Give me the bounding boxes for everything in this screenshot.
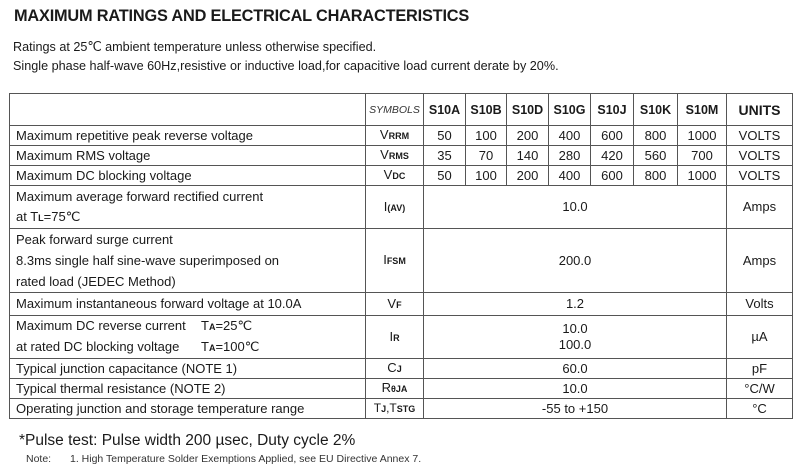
table-row (10, 146, 793, 166)
value-cell: 280 (549, 146, 591, 166)
param-label: Maximum repetitive peak reverse voltage (10, 126, 366, 146)
value-cell: 600 (591, 126, 634, 146)
table-row (10, 359, 793, 379)
param-label-line: at TL=75℃ (16, 208, 81, 224)
header-units: UNITS (727, 94, 793, 126)
param-label-line: Maximum DC reverse current TA=25℃ (16, 318, 253, 333)
value-cell: 60.0 (424, 359, 727, 379)
header-part-s10d: S10D (507, 94, 549, 126)
footnote (26, 453, 421, 465)
symbol-subscript: RMS (388, 151, 409, 161)
pulse-test-note: *Pulse test: Pulse width 200 µsec, Duty cycle 2% (19, 432, 356, 449)
value-25c: 10.0 (562, 321, 588, 336)
value-cell: 800 (634, 126, 678, 146)
symbol-cell (366, 166, 424, 186)
symbol-cell (366, 126, 424, 146)
header-part-s10j: S10J (591, 94, 634, 126)
param-label: Operating junction and storage temperature range (10, 399, 366, 419)
unit-cell: Volts (727, 293, 793, 316)
symbol-main: V (380, 147, 389, 162)
value-cell: 140 (507, 146, 549, 166)
table-row (10, 316, 793, 359)
symbol-main: R (381, 380, 391, 395)
symbol-cell (366, 379, 424, 399)
unit-cell: VOLTS (727, 146, 793, 166)
value-cell: 100 (466, 166, 507, 186)
param-label-line: 8.3ms single half sine-wave superimposed on (16, 253, 280, 268)
note-text: 1. High Temperature Solder Exemptions Applied, see EU Directive Annex 7. (70, 453, 422, 465)
ratings-condition-text: Ratings at 25℃ ambient temperature unless otherwise specified. (13, 39, 377, 54)
value-cell: 700 (678, 146, 727, 166)
symbol-subscript: FSM (386, 256, 406, 266)
header-part-s10m: S10M (678, 94, 727, 126)
table-row (10, 166, 793, 186)
value-cell: 10.0 (424, 379, 727, 399)
load-condition-text: Single phase half-wave 60Hz,resistive or inductive load,for capacitive load current derate by 20%. (13, 58, 559, 73)
header-symbols: SYMBOLS (366, 94, 424, 126)
param-label: Typical junction capacitance (NOTE 1) (10, 359, 366, 379)
symbol-main: T (373, 401, 382, 415)
param-label: Maximum instantaneous forward voltage at 10.0A (10, 293, 366, 316)
table-row (10, 229, 793, 293)
symbol-subscript: DC (392, 171, 406, 181)
table-row (10, 126, 793, 146)
symbol-subscript: J (381, 404, 387, 414)
unit-cell: Amps (727, 186, 793, 229)
value-cell: 10.0 (424, 186, 727, 229)
header-part-s10a: S10A (424, 94, 466, 126)
table-row (10, 186, 793, 229)
symbol-cell (366, 359, 424, 379)
value-cell: 70 (466, 146, 507, 166)
value-cell: 1000 (678, 126, 727, 146)
ratings-table (9, 93, 793, 419)
unit-cell: °C (727, 399, 793, 419)
header-part-s10b: S10B (466, 94, 507, 126)
param-label: Typical thermal resistance (NOTE 2) (10, 379, 366, 399)
param-label (10, 316, 366, 359)
value-cell (424, 316, 727, 359)
value-cell: 400 (549, 126, 591, 146)
symbol-main: C (387, 360, 397, 375)
symbol-subscript: RRM (388, 131, 410, 141)
param-label (10, 229, 366, 293)
param-label: Maximum DC blocking voltage (10, 166, 366, 186)
symbol-subscript: R (393, 332, 400, 343)
symbol-subscript: F (396, 299, 402, 310)
symbol-main: ,T (386, 401, 397, 415)
param-label-line: Maximum average forward rectified current (16, 188, 264, 204)
value-cell: 35 (424, 146, 466, 166)
table-row (10, 399, 793, 419)
table-row (10, 379, 793, 399)
unit-cell: VOLTS (727, 166, 793, 186)
value-cell: -55 to +150 (424, 399, 727, 419)
value-cell: 200 (507, 166, 549, 186)
symbol-main: V (379, 127, 389, 142)
note-label: Note: (26, 453, 52, 465)
value-cell: 200.0 (424, 229, 727, 293)
value-cell: 1.2 (424, 293, 727, 316)
header-part-s10k: S10K (634, 94, 678, 126)
symbol-subscript: STG (396, 404, 416, 414)
param-label-line: at rated DC blocking voltage TA=100℃ (16, 339, 260, 354)
symbol-cell (366, 399, 424, 419)
symbol-main: I (383, 198, 388, 214)
symbol-subscript: θJA (391, 384, 408, 394)
unit-cell: µA (727, 316, 793, 359)
value-cell: 420 (591, 146, 634, 166)
symbol-main: V (387, 295, 397, 311)
symbol-subscript: J (396, 364, 402, 374)
symbol-main: I (383, 252, 387, 267)
symbol-subscript: (AV) (387, 202, 406, 213)
value-cell: 50 (424, 166, 466, 186)
param-label-line: Peak forward surge current (16, 232, 173, 247)
unit-cell: °C/W (727, 379, 793, 399)
value-cell: 800 (634, 166, 678, 186)
symbol-cell (366, 316, 424, 359)
unit-cell: Amps (727, 229, 793, 293)
value-cell: 400 (549, 166, 591, 186)
value-cell: 50 (424, 126, 466, 146)
value-cell: 560 (634, 146, 678, 166)
symbol-main: I (389, 328, 394, 344)
symbol-main: V (383, 167, 393, 182)
param-label: Maximum RMS voltage (10, 146, 366, 166)
symbol-cell (366, 146, 424, 166)
symbol-cell (366, 293, 424, 316)
value-cell: 100 (466, 126, 507, 146)
symbol-cell (366, 186, 424, 229)
header-part-s10g: S10G (549, 94, 591, 126)
unit-cell: VOLTS (727, 126, 793, 146)
table-row (10, 293, 793, 316)
param-label (10, 186, 366, 229)
value-cell: 1000 (678, 166, 727, 186)
value-100c: 100.0 (558, 337, 592, 352)
value-cell: 600 (591, 166, 634, 186)
symbol-cell (366, 229, 424, 293)
page-title: MAXIMUM RATINGS AND ELECTRICAL CHARACTERISTICS (14, 6, 470, 25)
param-label-line: rated load (JEDEC Method) (16, 274, 176, 289)
table-header-row (10, 94, 793, 126)
header-blank-cell (10, 94, 366, 126)
value-cell: 200 (507, 126, 549, 146)
unit-cell: pF (727, 359, 793, 379)
